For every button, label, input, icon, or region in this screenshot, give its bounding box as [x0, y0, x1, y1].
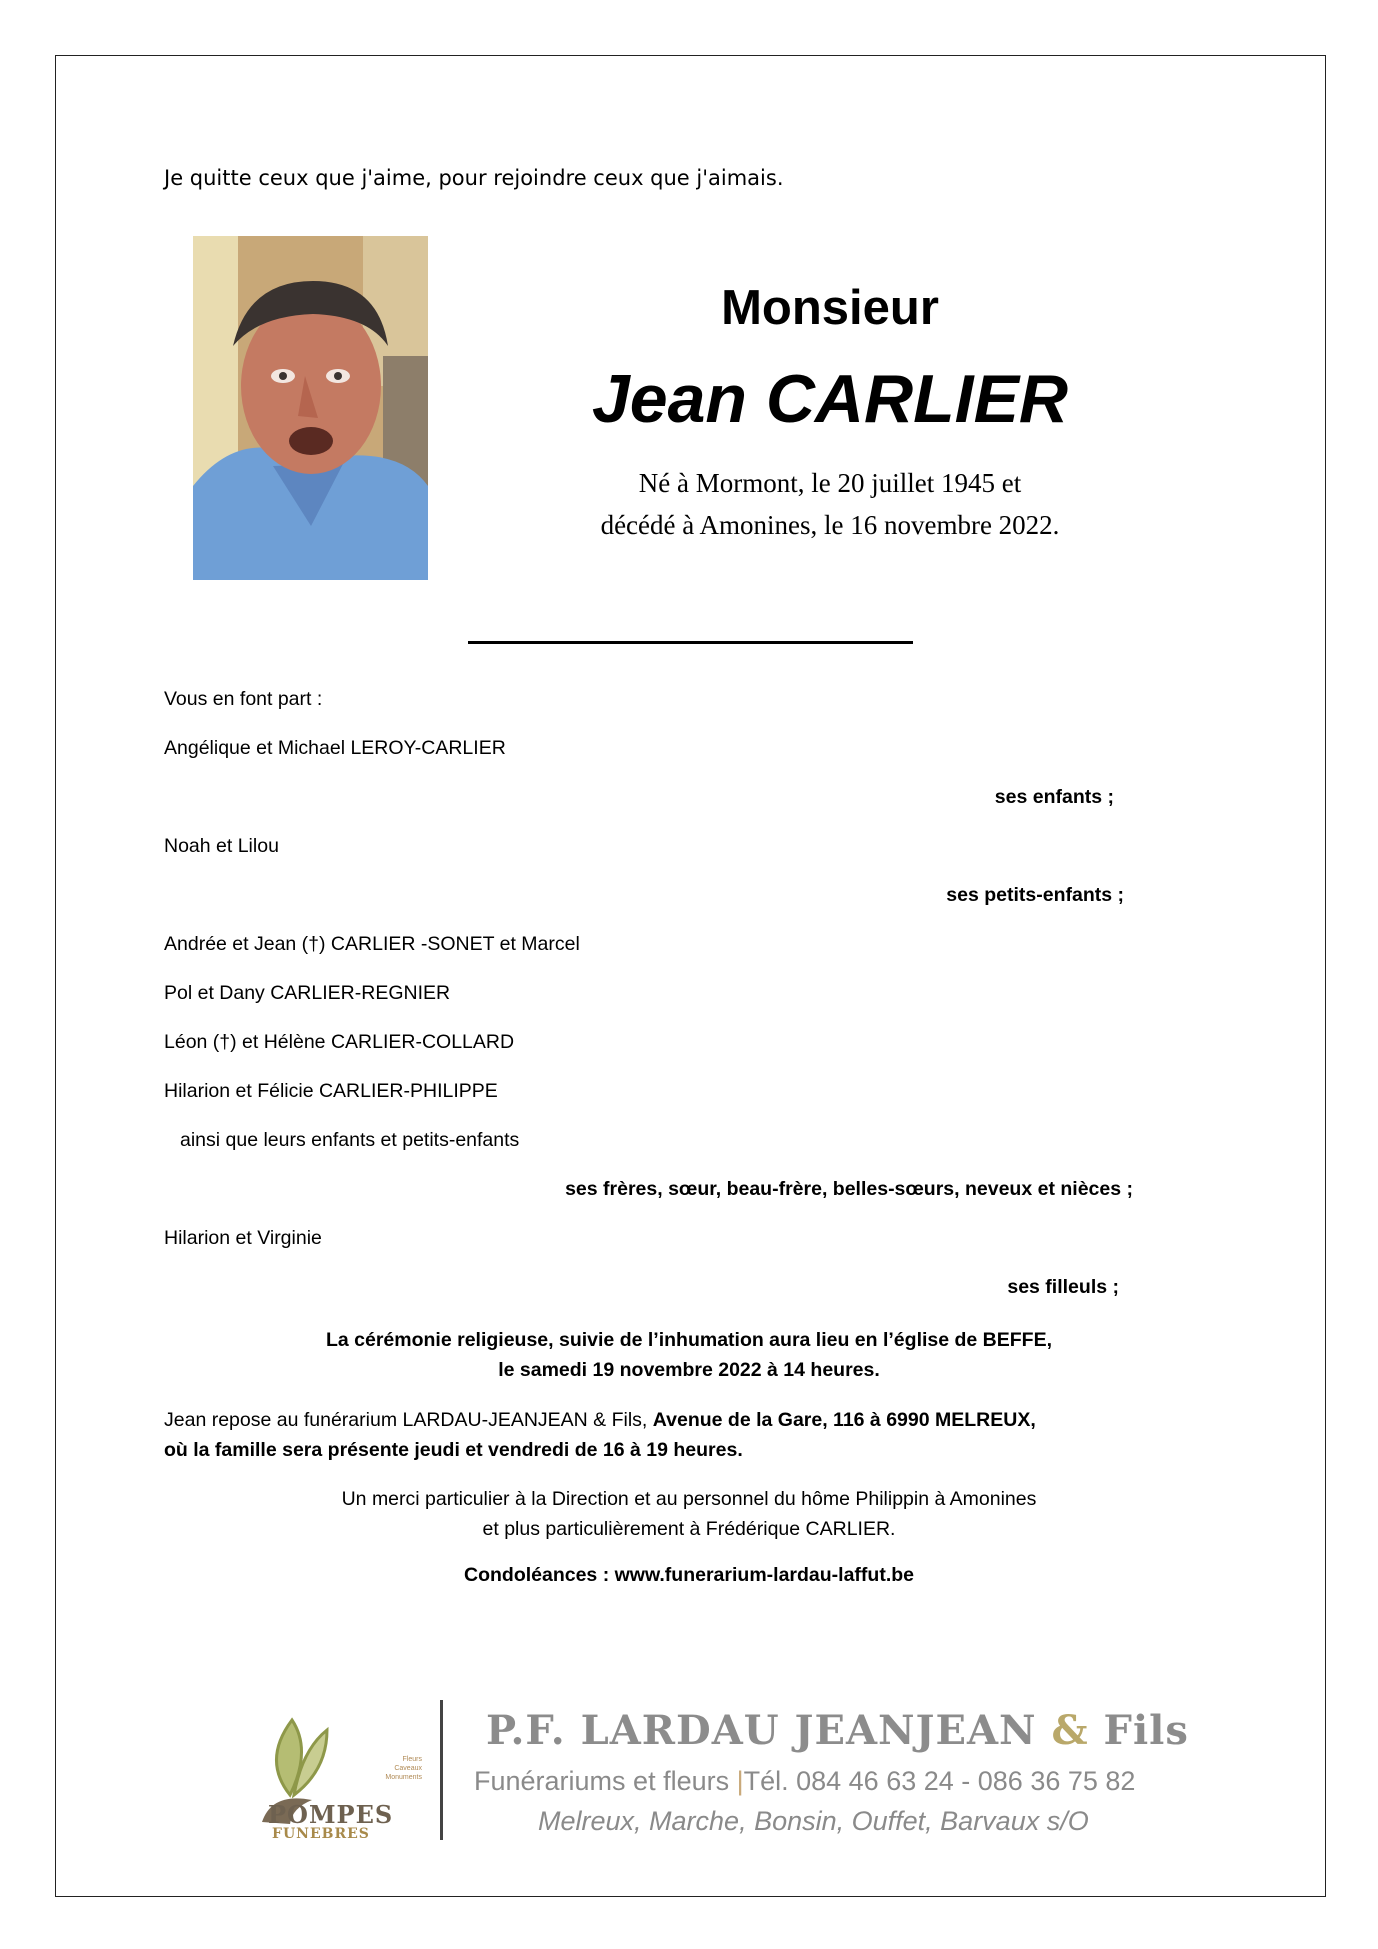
- company-services: Funérariums et fleurs |Tél. 084 46 63 24 - 086 36 75 82: [474, 1766, 1136, 1796]
- ceremony-info: [164, 1325, 1214, 1385]
- repose-info: [164, 1405, 1036, 1465]
- ceremony-line-1: La cérémonie religieuse, suivie de l’inhumation aura lieu en l’église de BEFFE,: [325, 1329, 1053, 1351]
- honorific-title: Monsieur: [721, 281, 939, 335]
- repose-text: Jean repose au funérarium LARDAU-JEANJEAN & Fils,: [164, 1409, 653, 1431]
- company-phone: Tél. 084 46 63 24 - 086 36 75 82: [743, 1766, 1136, 1796]
- deceased-name: Jean CARLIER: [591, 361, 1069, 437]
- relation-siblings: ses frères, sœur, beau-frère, belles-sœurs, neveux et nièces ;: [565, 1178, 1133, 1200]
- birth-line: Né à Mormont, le 20 juillet 1945 et: [638, 468, 1022, 498]
- company-name: P.F. LARDAU JEANJEAN & Fils: [486, 1707, 1189, 1754]
- repose-address: Avenue de la Gare, 116 à 6990 MELREUX,: [652, 1409, 1036, 1431]
- relation-godchildren: ses filleuls ;: [1007, 1276, 1119, 1298]
- thanks-line-2: et plus particulièrement à Frédérique CARLIER.: [482, 1518, 896, 1540]
- relation-grandchildren: ses petits-enfants ;: [946, 884, 1124, 906]
- family-line-1: Angélique et Michael LEROY-CARLIER: [164, 737, 506, 759]
- footer-divider: [440, 1700, 443, 1840]
- company-locations: Melreux, Marche, Bonsin, Ouffet, Barvaux s/O: [538, 1806, 1089, 1836]
- family-line-8: Hilarion et Virginie: [164, 1227, 322, 1249]
- epitaph-quote: Je quitte ceux que j'aime, pour rejoindre ceux que j'aimais.: [164, 166, 784, 190]
- family-line-4: Pol et Dany CARLIER-REGNIER: [164, 982, 451, 1004]
- separator-rule: [468, 641, 913, 644]
- logo-tagline: Fleurs Caveaux Monuments: [385, 1756, 422, 1781]
- condolences-link[interactable]: Condoléances : www.funerarium-lardau-laffut.be: [464, 1564, 914, 1586]
- funeral-logo: [232, 1700, 432, 1850]
- logo-word-pompes: POMPES: [268, 1800, 394, 1829]
- intro-line: Vous en font part :: [164, 688, 323, 710]
- thanks-line-1: Un merci particulier à la Direction et au personnel du hôme Philippin à Amonines: [341, 1488, 1037, 1510]
- family-line-3: Andrée et Jean (†) CARLIER -SONET et Marcel: [164, 933, 580, 955]
- repose-visiting-hours: où la famille sera présente jeudi et vendredi de 16 à 19 heures.: [164, 1439, 743, 1461]
- portrait-photo: [193, 236, 428, 580]
- ceremony-line-2: le samedi 19 novembre 2022 à 14 heures.: [498, 1359, 880, 1381]
- family-line-5: Léon (†) et Hélène CARLIER-COLLARD: [164, 1031, 515, 1053]
- logo-word-funebres: FUNEBRES: [272, 1826, 370, 1842]
- family-line-6: Hilarion et Félicie CARLIER-PHILIPPE: [164, 1080, 498, 1102]
- relation-children: ses enfants ;: [994, 786, 1114, 808]
- death-line: décédé à Amonines, le 16 novembre 2022.: [600, 510, 1060, 540]
- life-dates: [560, 462, 1100, 546]
- thanks-note: [164, 1484, 1214, 1544]
- family-line-2: Noah et Lilou: [164, 835, 279, 857]
- family-line-7: ainsi que leurs enfants et petits-enfants: [180, 1129, 520, 1151]
